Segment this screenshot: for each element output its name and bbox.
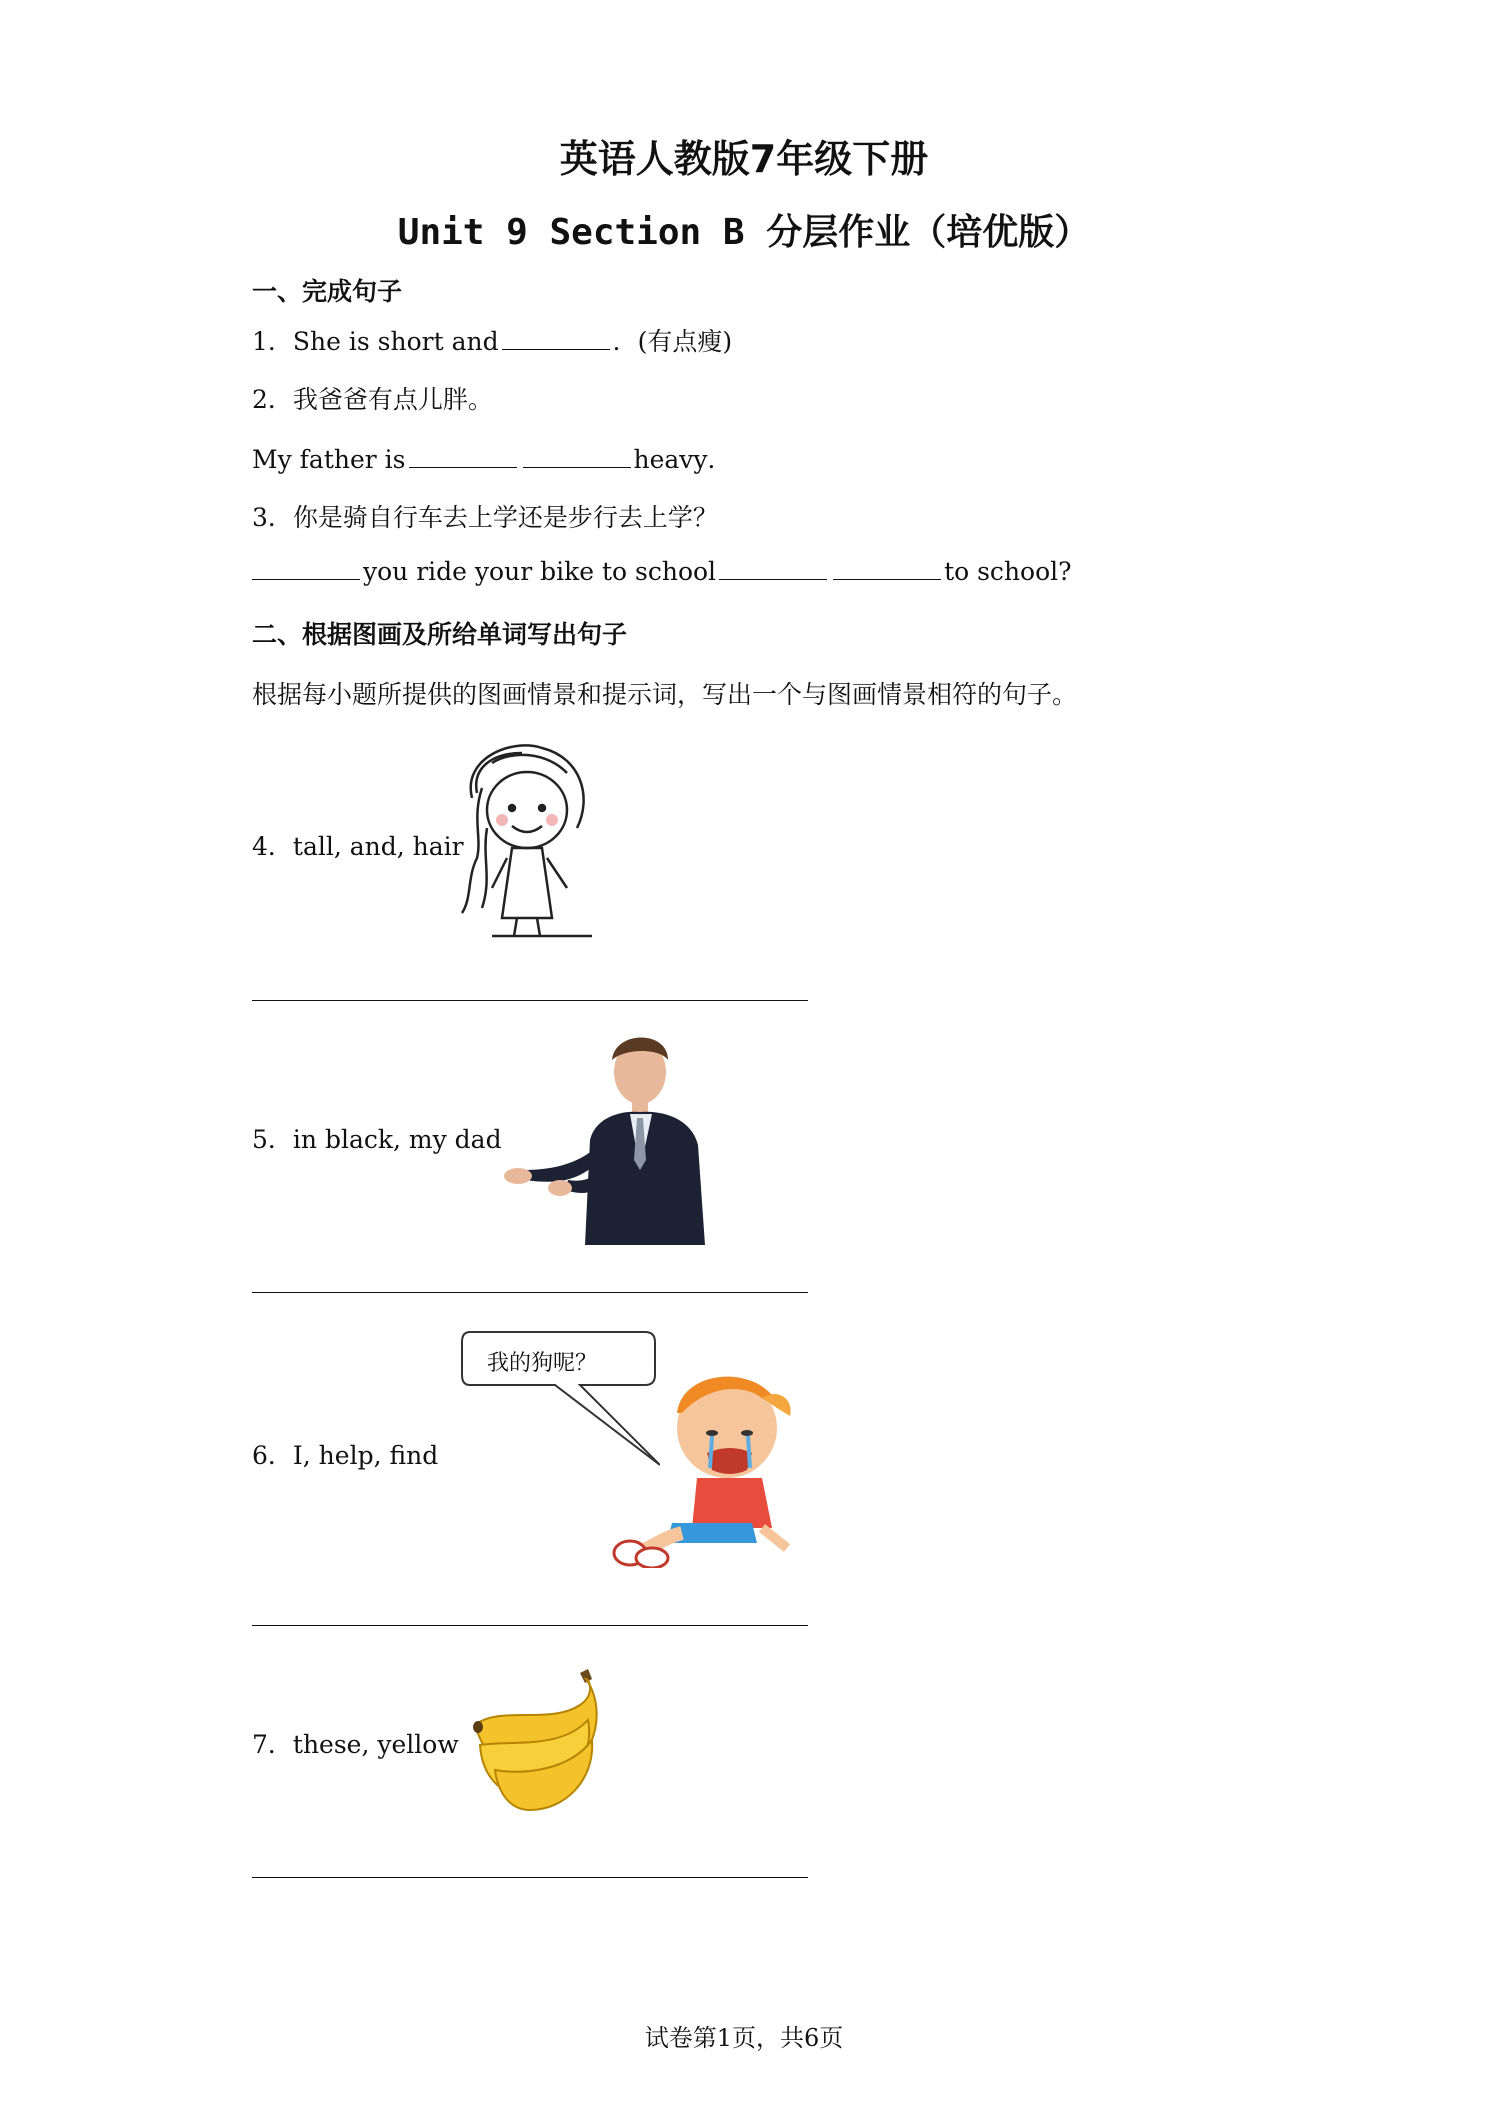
item-4-number: 4．	[252, 832, 293, 861]
question-2-chinese	[252, 380, 493, 416]
q1-text-pre: She is short and	[292, 327, 499, 356]
q3-blank-1[interactable]	[252, 559, 360, 580]
speech-bubble-text: 我的狗呢？	[487, 1351, 598, 1376]
q1-blank[interactable]	[502, 329, 610, 350]
q1-text-post: ．(有点瘦)	[612, 327, 733, 356]
q3-chinese: 你是骑自行车去上学还是步行去上学？	[292, 503, 718, 532]
q2-chinese: 我爸爸有点儿胖。	[292, 385, 493, 414]
item-5-prompt	[252, 1120, 502, 1156]
item-4-prompt	[252, 827, 464, 863]
item-6-number: 6．	[252, 1441, 293, 1470]
item-7-number: 7．	[252, 1730, 293, 1759]
q2-blank-2[interactable]	[523, 447, 631, 468]
question-2-english	[252, 440, 733, 476]
section2-heading: 二、根据图画及所给单词写出句子	[252, 620, 628, 649]
q3-blank-3[interactable]	[833, 559, 941, 580]
man-in-suit-icon	[500, 1030, 710, 1245]
item-4-words: tall, and, hair	[292, 832, 464, 861]
q1-number: 1．	[252, 327, 293, 356]
item-4-answer-line[interactable]	[252, 1000, 808, 1001]
q3-number: 3．	[252, 503, 293, 532]
q3-text-post: to school?	[944, 557, 1072, 586]
q2-blank-1[interactable]	[409, 447, 517, 468]
item-6-answer-line[interactable]	[252, 1625, 808, 1626]
page-footer: 试卷第1页，共6页	[644, 2024, 844, 2052]
section1-heading: 一、完成句子	[252, 277, 403, 306]
question-3-chinese	[252, 498, 718, 534]
question-3-english	[252, 557, 1072, 586]
item-6-prompt	[252, 1436, 438, 1472]
bananas-icon	[470, 1665, 615, 1815]
item-5-answer-line[interactable]	[252, 1292, 808, 1293]
crying-boy-icon	[612, 1358, 797, 1568]
q3-blank-2[interactable]	[719, 559, 827, 580]
item-7-prompt	[252, 1725, 459, 1761]
q2-number: 2．	[252, 385, 293, 414]
section2-instruction: 根据每小题所提供的图画情景和提示词，写出一个与图画情景相符的句子。	[252, 680, 1078, 709]
item-6-words: I, help, find	[292, 1441, 439, 1470]
page-title: 英语人教版7年级下册	[559, 137, 929, 181]
q3-text-mid: you ride your bike to school	[363, 557, 717, 586]
question-1	[252, 322, 732, 358]
girl-drawing-icon	[452, 738, 602, 938]
item-5-words: in black, my dad	[292, 1125, 502, 1154]
q2-text-pre: My father is	[252, 445, 406, 474]
item-7-answer-line[interactable]	[252, 1877, 808, 1878]
item-5-number: 5．	[252, 1125, 293, 1154]
page-subtitle: Unit 9 Section B 分层作业（培优版）	[397, 212, 1091, 253]
item-7-words: these, yellow	[292, 1730, 459, 1759]
q2-text-post: heavy．	[633, 445, 733, 474]
